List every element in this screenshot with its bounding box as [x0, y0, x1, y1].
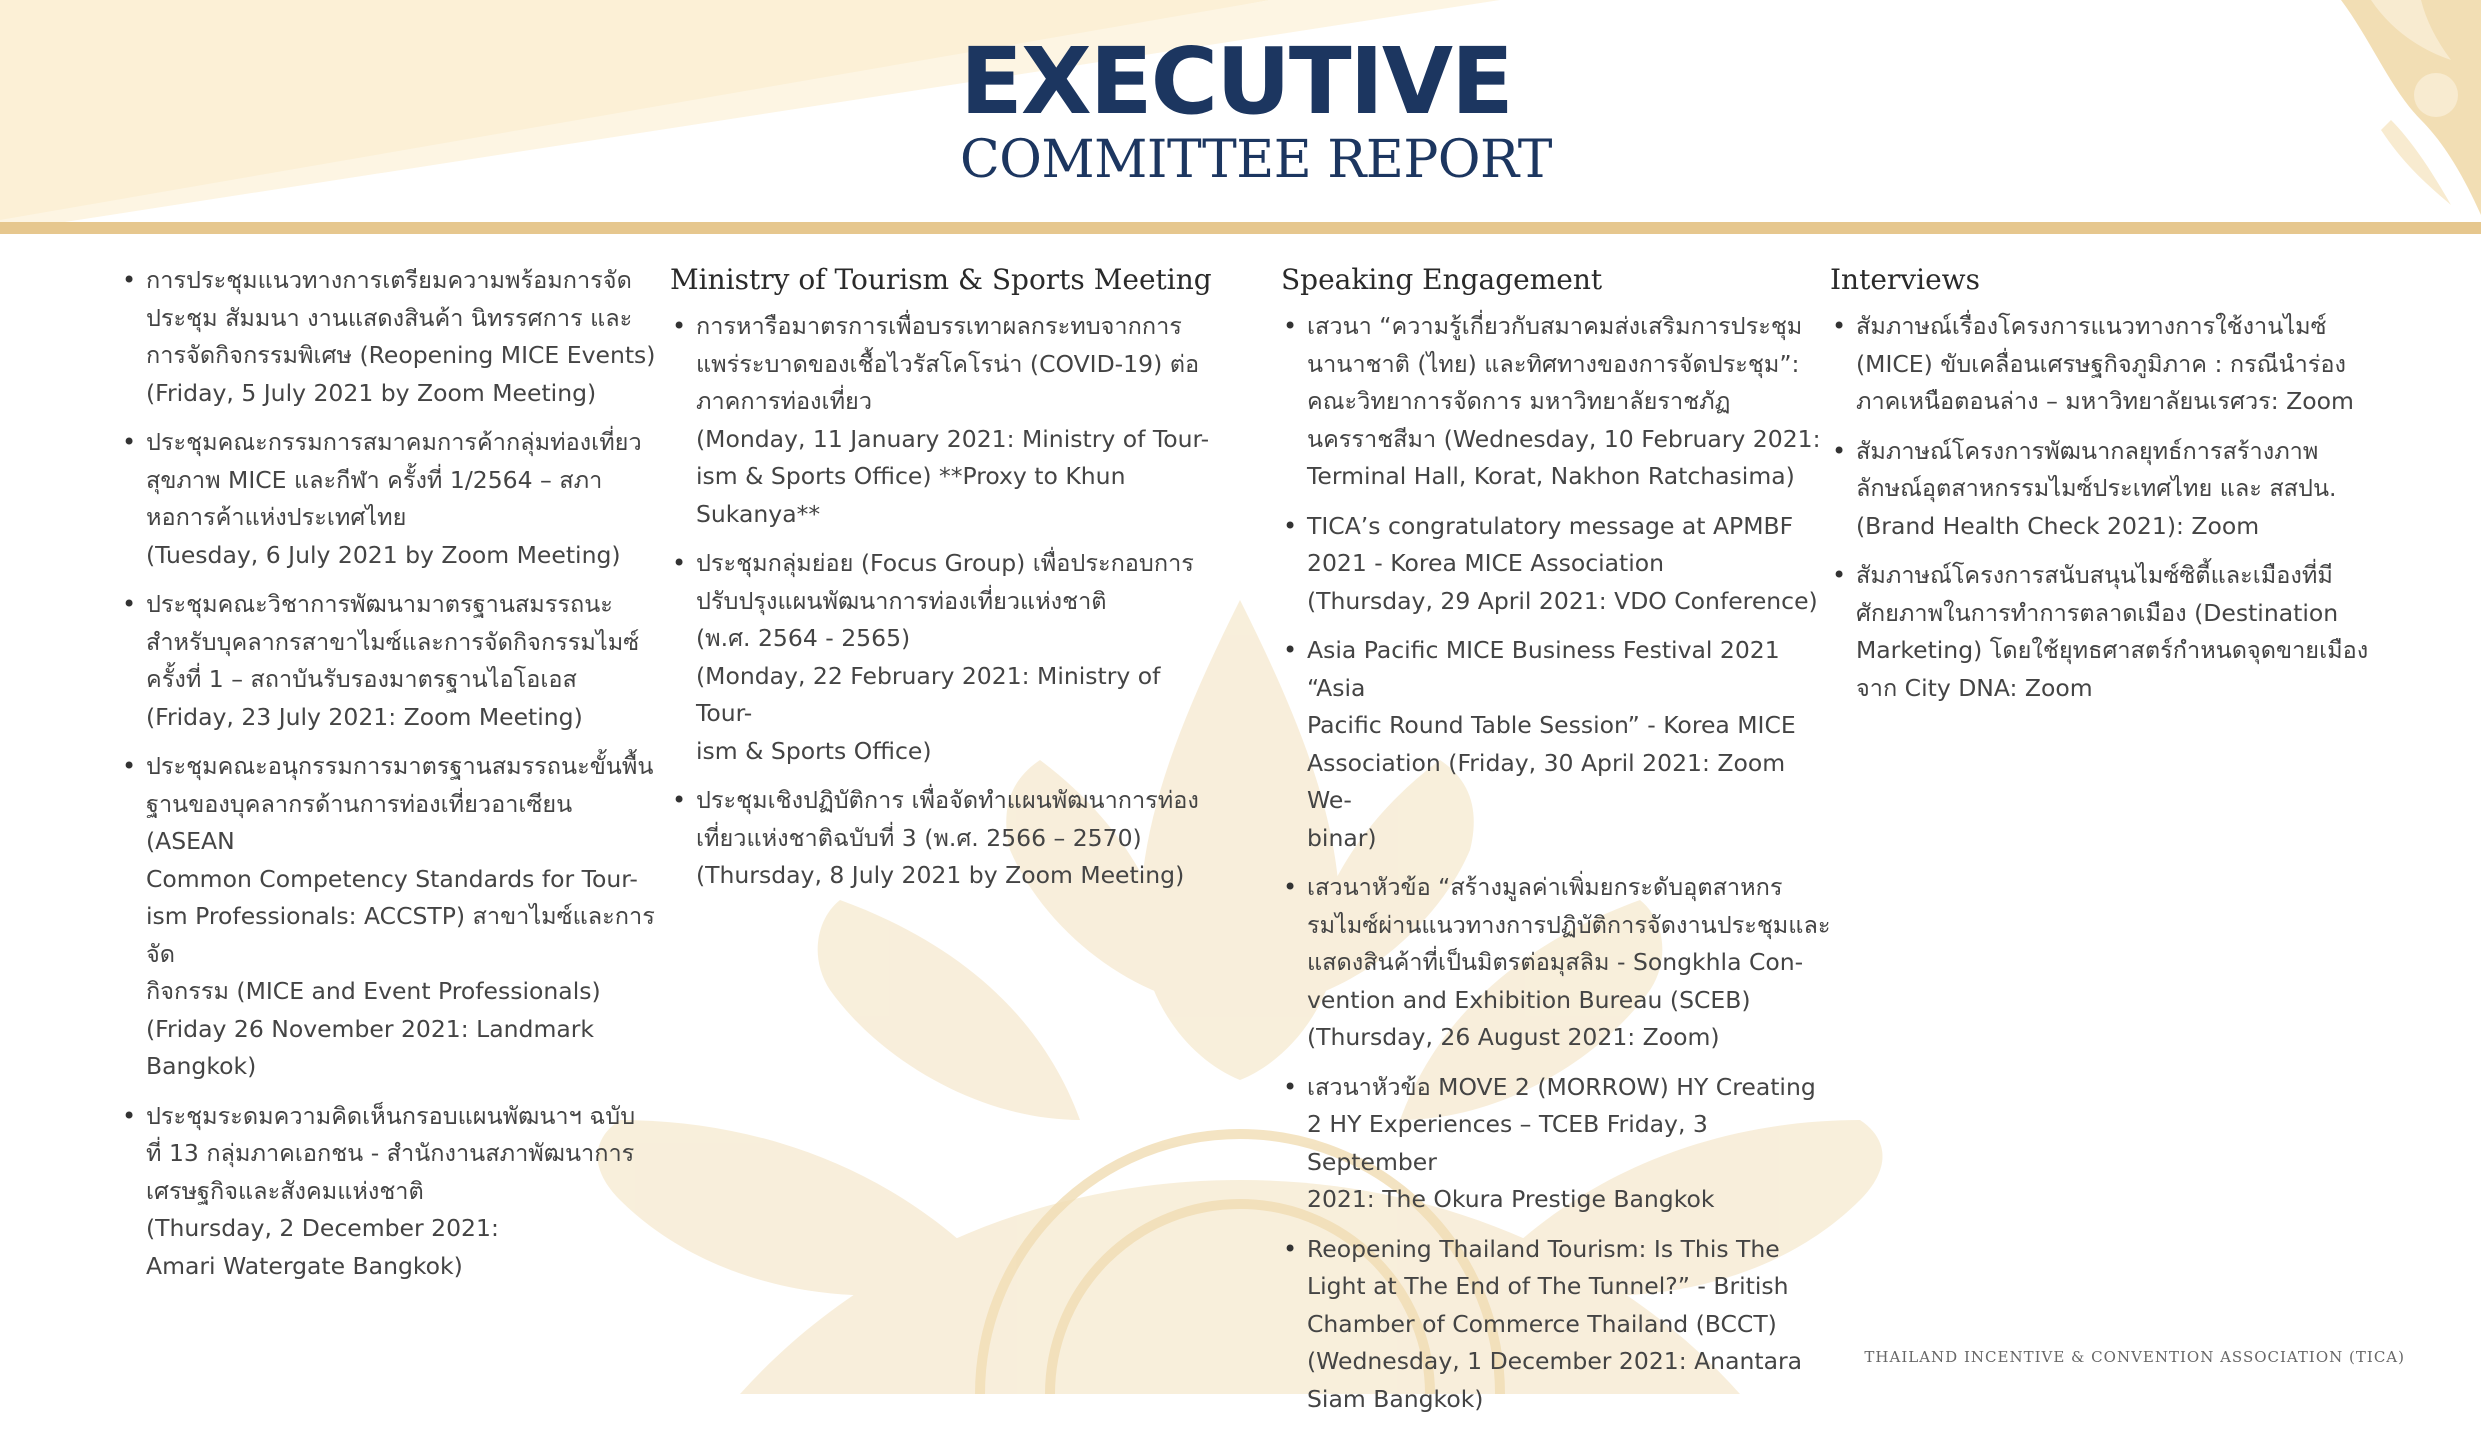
list-item-line: ที่ 13 กลุ่มภาคเอกชน - สำนักงานสภาพัฒนาการ — [146, 1139, 635, 1167]
list-item-line: สำหรับบุคลากรสาขาไมซ์และการจัดกิจกรรมไมซ์ — [146, 627, 640, 656]
list-item-line: เที่ยวแห่งชาติฉบับที่ 3 (พ.ศ. 2566 – 2570) — [696, 823, 1142, 852]
list-item-line: (Friday, 23 July 2021: Zoom Meeting) — [146, 702, 583, 731]
list-item-line: Pacific Round Table Session” - Korea MICE — [1307, 711, 1796, 740]
list-item-line: • เสวนา “ความรู้เกี่ยวกับสมาคมส่งเสริมการประชุม — [1307, 312, 1803, 341]
list-item-line: นครราชสีมา (Wednesday, 10 February 2021: — [1307, 424, 1821, 453]
list-item-line: ism Professionals: ACCSTP) สาขาไมซ์และการจัด — [146, 902, 655, 968]
list-item-line: • ประชุมคณะกรรมการสมาคมการค้ากลุ่มท่องเที่ยว — [146, 428, 642, 456]
list-item — [670, 308, 1220, 533]
list-item-line: ism & Sports Office) — [696, 736, 932, 765]
page-title: EXECUTIVE — [960, 28, 1512, 135]
list-item-line: • สัมภาษณ์โครงการพัฒนากลยุทธ์การสร้างภาพ — [1856, 436, 2319, 465]
list-item-line: (Thursday, 2 December 2021: — [146, 1214, 499, 1242]
list-item-line: Siam Bangkok) — [1307, 1384, 1484, 1413]
list-item-line: กิจกรรม (MICE and Event Professionals) — [146, 977, 601, 1005]
list-item-line: (Thursday, 26 August 2021: Zoom) — [1307, 1023, 1720, 1052]
list-item-line: (Friday, 5 July 2021 by Zoom Meeting) — [146, 378, 597, 407]
list-item-line: binar) — [1307, 823, 1377, 852]
list-item — [1281, 869, 1831, 1057]
list-item-line: ภาคเหนือตอนล่าง – มหาวิทยาลัยนเรศวร: Zoom — [1856, 387, 2354, 416]
list-item-line: (Brand Health Check 2021): Zoom — [1856, 511, 2260, 540]
list-item-line: สุขภาพ MICE และกีฬา ครั้งที่ 1/2564 – สภา — [146, 465, 603, 494]
list-item — [670, 545, 1220, 770]
list-item — [1281, 508, 1831, 621]
list-item-line: ภาคการท่องเที่ยว — [696, 387, 873, 416]
list-item-line: ประชุม สัมมนา งานแสดงสินค้า นิทรรศการ และ — [146, 303, 633, 332]
list-item-line: คณะวิทยาการจัดการ มหาวิทยาลัยราชภัฏ — [1307, 387, 1731, 416]
list-item-line: (Monday, 11 January 2021: Ministry of Tour- — [696, 424, 1210, 453]
footer-org-name: THAILAND INCENTIVE & CONVENTION ASSOCIATION (TICA) — [1864, 1348, 2405, 1366]
list-item-line: (Friday 26 November 2021: Landmark Bangkok) — [146, 1014, 595, 1080]
list-item-line: 2021 - Korea MICE Association — [1307, 549, 1665, 578]
list-item-line: (Wednesday, 1 December 2021: Anantara — [1307, 1347, 1803, 1376]
list-item-line: รมไมซ์ผ่านแนวทางการปฏิบัติการจัดงานประชุมและ — [1307, 910, 1831, 939]
list-item-line: ฐานของบุคลากรด้านการท่องเที่ยวอาเซียน (ASEAN — [146, 789, 573, 855]
list-item-line: • เสวนาหัวข้อ “สร้างมูลค่าเพิ่มยกระดับอุตสาหกร — [1307, 873, 1783, 902]
list-item — [1830, 433, 2390, 546]
list-item-line: หอการค้าแห่งประเทศไทย — [146, 503, 407, 531]
list-item-line: • การหารือมาตรการเพื่อบรรเทาผลกระทบจากการ — [696, 312, 1182, 341]
list-item-line: • ประชุมกลุ่มย่อย (Focus Group) เพื่อประกอบการ — [696, 549, 1194, 578]
list-item-line: ลักษณ์อุตสาหกรรมไมซ์ประเทศไทย และ สสปน. — [1856, 474, 2337, 503]
list-item — [1281, 632, 1831, 857]
gold-divider — [0, 222, 2481, 234]
list-item-line: นานาชาติ (ไทย) และทิศทางของการจัดประชุม”: — [1307, 349, 1800, 378]
list-item-line: 2021: The Okura Prestige Bangkok — [1307, 1185, 1715, 1214]
list-item-line: Light at The End of The Tunnel?” - British — [1307, 1272, 1789, 1301]
list-item-line: ครั้งที่ 1 – สถาบันรับรองมาตรฐานไอโอเอส — [146, 665, 577, 693]
list-item-line: • Asia Pacific MICE Business Festival 2021 “Asia — [1307, 636, 1780, 702]
list-item-line: • การประชุมแนวทางการเตรียมความพร้อมการจัด — [146, 266, 632, 294]
list-item-line: (Thursday, 8 July 2021 by Zoom Meeting) — [696, 861, 1185, 890]
list-item-line: ism & Sports Office) **Proxy to Khun Sukanya** — [696, 462, 1126, 528]
list-item-line: Amari Watergate Bangkok) — [146, 1251, 463, 1280]
list-item — [120, 1098, 660, 1286]
list-item — [670, 782, 1220, 895]
list-item-line: • เสวนาหัวข้อ MOVE 2 (MORROW) HY Creating — [1307, 1072, 1816, 1101]
meeting-list — [120, 262, 660, 1285]
list-item-line: • Reopening Thailand Tourism: Is This The — [1307, 1234, 1780, 1263]
section-heading: Ministry of Tourism & Sports Meeting — [670, 263, 1212, 296]
meeting-list — [670, 308, 1220, 895]
list-item-line: Marketing) โดยใช้ยุทธศาสตร์กำหนดจุดขายเมือง — [1856, 636, 2369, 665]
list-item-line: Association (Friday, 30 April 2021: Zoom We- — [1307, 748, 1786, 815]
list-item-line: • TICA’s congratulatory message at APMBF — [1307, 511, 1794, 540]
list-item — [120, 424, 660, 574]
column-speaking-engagement — [1281, 262, 1831, 1430]
list-item-line: ศักยภาพในการทำการตลาดเมือง (Destination — [1856, 598, 2339, 627]
list-item-line: (MICE) ขับเคลื่อนเศรษฐกิจภูมิภาค : กรณีนำร่อง — [1856, 349, 2346, 378]
list-item — [1281, 308, 1831, 496]
column-general-meetings — [120, 262, 660, 1297]
list-item — [1830, 557, 2390, 707]
list-item — [1281, 1069, 1831, 1219]
list-item-line: • ประชุมระดมความคิดเห็นกรอบแผนพัฒนาฯ ฉบับ — [146, 1101, 636, 1130]
list-item-line: 2 HY Experiences – TCEB Friday, 3 September — [1307, 1110, 1708, 1176]
list-item-line: จาก City DNA: Zoom — [1856, 673, 2093, 702]
list-item-line: (Thursday, 29 April 2021: VDO Conference) — [1307, 586, 1818, 615]
list-item — [1281, 1231, 1831, 1419]
list-item-line: (Tuesday, 6 July 2021 by Zoom Meeting) — [146, 540, 621, 569]
list-item-line: • ประชุมคณะวิชาการพัฒนามาตรฐานสมรรถนะ — [146, 590, 613, 618]
page-subtitle: COMMITTEE REPORT — [960, 130, 1552, 190]
thai-ornament-icon — [2221, 0, 2481, 220]
list-item-line: vention and Exhibition Bureau (SCEB) — [1307, 985, 1751, 1014]
column-ministry-meetings — [670, 262, 1220, 907]
list-item-line: Terminal Hall, Korat, Nakhon Ratchasima) — [1307, 462, 1795, 491]
list-item — [120, 262, 660, 412]
list-item-line: • ประชุมเชิงปฏิบัติการ เพื่อจัดทำแผนพัฒนาการท่อง — [696, 786, 1199, 815]
list-item-line: • สัมภาษณ์เรื่องโครงการแนวทางการใช้งานไมซ์ — [1856, 312, 2327, 341]
section-heading: Interviews — [1830, 263, 1980, 296]
list-item-line: แสดงสินค้าที่เป็นมิตรต่อมุสลิม - Songkhla Con- — [1307, 948, 1804, 977]
list-item-line: Common Competency Standards for Tour- — [146, 864, 638, 893]
engagement-list — [1281, 308, 1831, 1418]
list-item-line: ปรับปรุงแผนพัฒนาการท่องเที่ยวแห่งชาติ — [696, 586, 1107, 615]
report-title — [960, 28, 1552, 190]
list-item — [120, 748, 660, 1086]
section-heading: Speaking Engagement — [1281, 263, 1603, 296]
list-item — [120, 586, 660, 736]
list-item-line: แพร่ระบาดของเชื้อไวรัสโคโรน่า (COVID-19) ต่อ — [696, 349, 1200, 378]
list-item-line: • ประชุมคณะอนุกรรมการมาตรฐานสมรรถนะขั้นพื้น — [146, 752, 654, 780]
column-interviews — [1830, 262, 2390, 719]
list-item-line: การจัดกิจกรรมพิเศษ (Reopening MICE Events) — [146, 341, 656, 369]
interview-list — [1830, 308, 2390, 707]
list-item-line: (Monday, 22 February 2021: Ministry of Tour- — [696, 661, 1161, 728]
list-item-line: เศรษฐกิจและสังคมแห่งชาติ — [146, 1176, 424, 1205]
list-item-line: (พ.ศ. 2564 - 2565) — [696, 624, 911, 653]
list-item-line: • สัมภาษณ์โครงการสนับสนุนไมซ์ซิตี้และเมืองที่มี — [1856, 561, 2333, 590]
list-item-line: Chamber of Commerce Thailand (BCCT) — [1307, 1309, 1777, 1338]
list-item — [1830, 308, 2390, 421]
